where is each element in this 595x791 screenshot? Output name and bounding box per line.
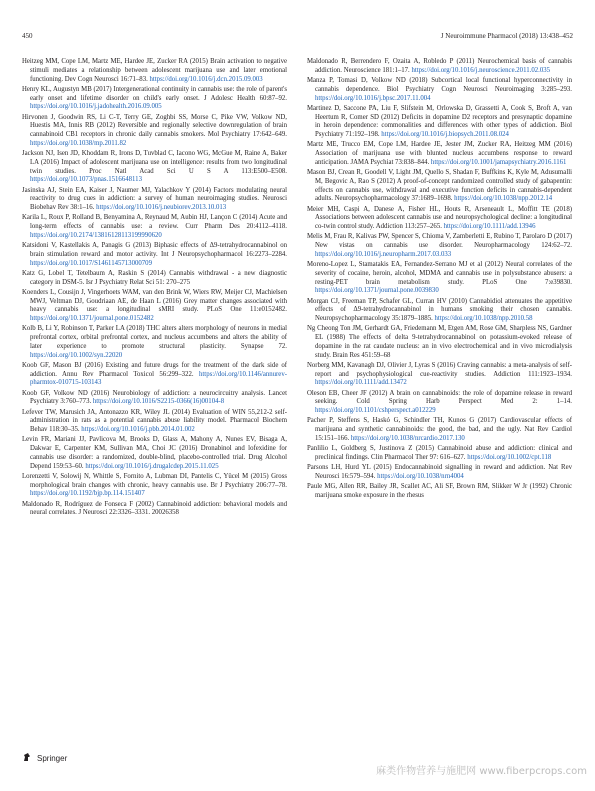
reference-text: Katsidoni V, Kastellakis A, Panagis G (2013) Biphasic effects of Δ9-tetrahydrocannabinol on brain stimulation reward and motor activity. Int J Neuropsychopharmacol 16:2273–2284. [22, 242, 287, 258]
reference-entry [307, 105, 572, 140]
doi-link[interactable]: https://doi.org/10.1002/syn.22020 [30, 351, 123, 359]
reference-entry [307, 445, 572, 463]
reference-entry [307, 77, 572, 103]
reference-text: Jackson NJ, Isen JD, Khoddam R, Irons D, Tuvblad C, Iacono WG, McGue M, Raine A, Baker LA (2016) Impact of adolescent marijuana use on intelligence: results from two longitudinal twin studies. Proc Natl Acad Sci U S A 113:E500–E508. [22, 150, 287, 175]
reference-text: Ng Cheong Ton JM, Gerhardt GA, Friedemann M, Etgen AM, Rose GM, Sharpless NS, Gardner EL (1988) The effects of delta 9-tetrahydrocannabinol on potassium-evoked release of dopamine in the rat caudate nucleus: an in vivo electrochemical and in vivo microdialysis study. Brain Res 451:59–68 [307, 325, 572, 359]
reference-text: Jasinska AJ, Stein EA, Kaiser J, Naumer MJ, Yalachkov Y (2014) Factors modulating neural reactivity to drug cues in addiction: a survey of human neuroimaging studies. Neurosci Biobehav Rev 38:1–16. [22, 186, 287, 211]
reference-entry [22, 270, 287, 288]
reference-entry [22, 325, 287, 360]
reference-entry [22, 187, 287, 213]
doi-link[interactable]: https://doi.org/10.1002/cpt.118 [467, 453, 552, 461]
doi-link[interactable]: https://doi.org/10.1371/journal.pone.0152482 [30, 315, 154, 322]
doi-link[interactable]: https://doi.org/10.1111/add.13946 [443, 223, 536, 230]
reference-text: Henry KL, Augustyn MB (2017) Intergenerational continuity in cannabis use: the role of parent's early onset and lifetime disorder on child's early onset. J Adolesc Health 60:87–92. [22, 85, 287, 102]
reference-entry [22, 242, 287, 268]
reference-text: Oleson EB, Cheer JF (2012) A brain on cannabinoids: the role of dopamine release in reward seeking. Cold Spring Harb Perspect Med 2: 1–14. [307, 389, 572, 406]
reference-entry [307, 390, 572, 416]
reference-entry [307, 417, 572, 443]
doi-link[interactable]: https://doi.org/10.1016/j.jadohealth.2016.09.005 [30, 103, 162, 111]
journal-citation: J Neuroimmune Pharmacol (2018) 13:438–452 [440, 32, 573, 40]
publisher-name: Springer [37, 754, 68, 763]
doi-link[interactable]: https://doi.org/10.1111/add.13472 [315, 379, 407, 387]
publisher-footer [22, 752, 67, 765]
reference-text: Maldonado R, Berrendero F, Ozaita A, Robledo P (2011) Neurochemical basis of cannabis addiction. Neuroscience 181:1–17. [307, 58, 572, 74]
doi-link[interactable]: https://doi.org/10.1016/j.pbb.2014.01.002 [81, 426, 195, 433]
reference-text: Parsons LH, Hurd YL (2015) Endocannabinoid signalling in reward and addiction. Nat Rev Neurosci 16:579–594. [307, 464, 572, 480]
reference-entry [307, 206, 572, 232]
reference-entry [307, 362, 572, 388]
reference-text: Martz ME, Trucco EM, Cope LM, Hardee JE, Jester JM, Zucker RA, Heitzeg MM (2016) Association of marijuana use with blunted nucleus accumbens response to reward anticipation. JAMA Psychiat 73:838–844. [307, 141, 572, 166]
reference-entry [22, 86, 287, 112]
doi-link[interactable]: https://doi.org/10.1101/cshperspect.a012229 [315, 407, 436, 414]
doi-link[interactable]: https://doi.org/10.1038/nrcardio.2017.130 [350, 434, 465, 442]
reference-entry [307, 483, 572, 501]
reference-entry [307, 298, 572, 324]
reference-entry [307, 141, 572, 167]
reference-text: Katz G, Lobel T, Tetelbaum A, Raskin S (2014) Cannabis withdrawal - a new diagnostic category in DSM-5. Isr J Psychiatry Relat Sci 51: 270–275 [22, 269, 287, 286]
reference-text: Koob GF, Volkow ND (2016) Neurobiology of addiction: a neurocircuitry analysis. Lancet Psychiatry 3:760–773. [22, 389, 287, 406]
running-header [22, 30, 573, 42]
reference-entry [22, 473, 287, 499]
doi-link[interactable]: https://doi.org/10.1016/j.neuroscience.2011.02.035 [411, 66, 551, 74]
reference-text: Moreno-Lopez L, Stamatakis EA, Fernandez-Serrano MJ et al (2012) Neural correlates of the severity of cocaine, heroin, alcohol, MDMA and cannabis use in polysubstance abusers: a resting-PET brain metabolism study. PLoS One 7:e39830. [307, 261, 572, 286]
doi-link[interactable]: https://doi.org/10.1038/npp.2012.14 [454, 195, 553, 203]
reference-text: Maldonado R, Rodríguez de Fonseca F (2002) Cannabinoid addiction: behavioral models and neural correlates. J Neurosci 22:3326–3331. 20026358 [22, 500, 287, 517]
doi-link[interactable]: https://doi.org/10.1073/pnas.1516648113 [30, 176, 142, 184]
reference-text: Lorenzetti V, Solowij N, Whittle S, Fornito A, Lubman DI, Pantelis C, Yücel M (2015) Gross morphological brain changes with chronic, heavy cannabis use. Br J Psychiatry 206:77–78. [22, 472, 287, 489]
reference-entry [307, 325, 572, 360]
site-watermark: 麻类作物营养与施肥网 www.fiberpcrops.com [376, 766, 587, 777]
reference-text: Koenders L, Cousijn J, Vingerhoets WAM, van den Brink W, Wiers RW, Meijer CJ, Machielsen MWJ, Veltman DJ, Goudriaan AE, de Haan L (2016) Grey matter changes associated with heavy cannabis use: a longitudinal sMRI study. PLoS One 11:e0152482. [22, 288, 287, 314]
doi-link[interactable]: https://doi.org/10.1001/jamapsychiatry.2016.1161 [430, 158, 567, 166]
doi-link[interactable]: https://doi.org/10.1016/j.neubiorev.2013.10.013 [96, 204, 227, 211]
doi-link[interactable]: https://doi.org/10.1146/annurev-pharmtox-010715-103143 [30, 370, 287, 387]
reference-text: Paule MG, Allen RR, Bailey JR, Scallet AC, Ali SF, Brown RM, Slikker W Jr (1992) Chronic marijuana smoke exposure in the rhesus [307, 483, 572, 499]
reference-text: Panlilio L, Goldberg S, Justinova Z (2015) Cannabinoid abuse and addiction: clinical and preclinical findings. Clin Pharmacol Ther 97: 616–627. [307, 445, 572, 461]
references-right-column [307, 58, 572, 502]
reference-text: Koob GF, Mason BJ (2016) Existing and future drugs for the treatment of the dark side of addiction. Annu Rev Pharmacol Toxicol 56:299–322. [22, 361, 287, 378]
doi-link[interactable]: https://doi.org/10.1016/S2215-0366(16)00104-8 [92, 398, 225, 406]
doi-link[interactable]: https://doi.org/10.1038/mp.2011.82 [30, 139, 127, 147]
doi-link[interactable]: https://doi.org/10.1017/S1461145713000709 [30, 259, 152, 267]
reference-text: Norberg MM, Kavanagh DJ, Olivier J, Lyras S (2016) Craving cannabis: a meta-analysis of self-report and psychophysiological cue-reactivity studies. Addiction 111:1923–1934. [307, 361, 572, 378]
references-left-column [22, 58, 287, 520]
doi-link[interactable]: https://doi.org/10.1016/j.neuropharm.2017.03.033 [315, 250, 452, 258]
reference-text: Meier MH, Caspi A, Danese A, Fisher HL, Houts R, Arseneault L, Moffitt TE (2018) Associations between adolescent cannabis use and neuropsychological decline: a longitudinal co-twin control study. Addiction 113:257–265. [307, 205, 572, 230]
reference-entry [22, 150, 287, 185]
reference-entry [22, 436, 287, 471]
reference-text: Heitzeg MM, Cope LM, Martz ME, Hardee JE, Zucker RA (2015) Brain activation to negative stimuli mediates a relationship between adolescent marijuana use and later emotional functioning. Dev Cogn Neurosci 16:71–83. [22, 58, 287, 83]
doi-link[interactable]: https://doi.org/10.1371/journal.pone.0039830 [315, 287, 439, 295]
doi-link[interactable]: https://doi.org/10.1016/j.biopsych.2011.08.024 [381, 131, 509, 138]
doi-link[interactable]: https://doi.org/10.1016/j.dcn.2015.09.003 [149, 75, 263, 83]
reference-entry [22, 409, 287, 435]
reference-text: Levin FR, Mariani JJ, Pavlicova M, Brooks D, Glass A, Mahony A, Nunes EV, Bisaga A, Dakwar E, Carpenter KM, Sullivan MA, Choi JC (2016) Dronabinol and lofexidine for cannabis use disorder: a randomized, double-blind, placebo-controlled trial. Drug Alcohol Depend 159:53–60. [22, 436, 287, 470]
reference-text: Manza P, Tomasi D, Volkow ND (2018) Subcortical local functional hyperconnectivity in cannabis dependence. Biol Psychiatry Cogn Neurosci Neuroimaging 3:285–293. [307, 77, 572, 93]
reference-text: Mason BJ, Crean R, Goodell V, Light JM, Quello S, Shadan F, Buffkins K, Kyle M, Adusumalli M, Begovic A, Rao S (2012) A proof-of-concept randomized controlled study of gabapentin: effects on cannabis use, withdrawal and executive function deficits in cannabis-dependent adults. Neuropsychopharmacology 37:1689–1698. [307, 169, 572, 203]
page-number: 450 [22, 32, 33, 40]
reference-entry [307, 58, 572, 76]
reference-entry [22, 289, 287, 324]
doi-link[interactable]: https://doi.org/10.1038/npp.2010.58 [434, 315, 533, 322]
reference-entry [22, 114, 287, 149]
reference-entry [307, 261, 572, 296]
reference-text: Martinez D, Saccone PA, Liu F, Slifstein M, Orlowska D, Grassetti A, Cook S, Broft A, van Heertum R, Comer SD (2012) Deficits in dopamine D2 receptors and presynaptic dopamine in heroin dependence: commonalities and differences with other types of addiction. Biol Psychiatry 71:192–198. [307, 104, 572, 138]
reference-text: Lefever TW, Marusich JA, Antonazzo KR, Wiley JL (2014) Evaluation of WIN 55,212-2 self-administration in rats as a potential cannabis abuse liability model. Pharmacol Biochem Behav 118:30–35. [22, 408, 287, 433]
reference-text: Kolb B, Li Y, Robinson T, Parker LA (2018) THC alters alters morphology of neurons in medial prefrontal cortex, orbital prefrontal cortex, and nucleus accumbens and alters the ability of later experience to promote structural plasticity. Synapse 72. [22, 325, 287, 350]
doi-link[interactable]: https://doi.org/10.1016/j.bpsc.2017.11.004 [315, 94, 431, 102]
reference-entry [307, 169, 572, 204]
doi-link[interactable]: https://doi.org/10.1038/nrn4004 [377, 472, 464, 480]
doi-link[interactable]: https://doi.org/10.1016/j.drugalcdep.2015.11.025 [85, 462, 219, 470]
reference-entry [307, 464, 572, 482]
reference-text: Pacher P, Steffens S, Haskó G, Schindler TH, Kunos G (2017) Cardiovascular effects of marijuana and synthetic cannabinoids: the good, the bad, and the ugly. Nat Rev Cardiol 15:151–166. [307, 417, 572, 442]
reference-entry [22, 390, 287, 408]
reference-entry [22, 501, 287, 519]
reference-entry [22, 214, 287, 240]
doi-link[interactable]: https://doi.org/10.2174/13816128113199990620 [30, 231, 162, 239]
doi-link[interactable]: https://doi.org/10.1192/bjp.bp.114.151407 [30, 490, 145, 498]
reference-text: Morgan CJ, Freeman TP, Schafer GL, Curran HV (2010) Cannabidiol attenuates the appetitive effects of Δ9-tetrahydrocannabinol in humans smoking their chosen cannabis. Neuropsychopharmacology 35:1879–1885. [307, 297, 572, 322]
reference-entry [22, 58, 287, 84]
reference-entry [307, 233, 572, 259]
reference-text: Karila L, Roux P, Rolland B, Benyamina A, Reynaud M, Aubin HJ, Lançon C (2014) Acute and long-term effects of cannabis use: a review. Curr Pharm Des 20:4112–4118. [22, 214, 287, 230]
reference-text: Hirvonen J, Goodwin RS, Li C-T, Terry GE, Zoghbi SS, Morse C, Pike VW, Volkow ND, Huestis MA, Innis RB (2012) Reversible and regionally selective downregulation of brain cannabinoid CB1 receptors in chronic daily cannabis smokers. Mol Psychiatry 17:642–649. [22, 113, 287, 138]
reference-entry [22, 362, 287, 388]
reference-text: Melis M, Frau R, Kalivas PW, Spencer S, Chioma V, Zamberletti E, Rubino T, Parolaro D (2017) New vistas on cannabis use disorder. Neuropharmacology 124:62–72. [307, 233, 572, 249]
springer-horse-icon [22, 752, 32, 762]
